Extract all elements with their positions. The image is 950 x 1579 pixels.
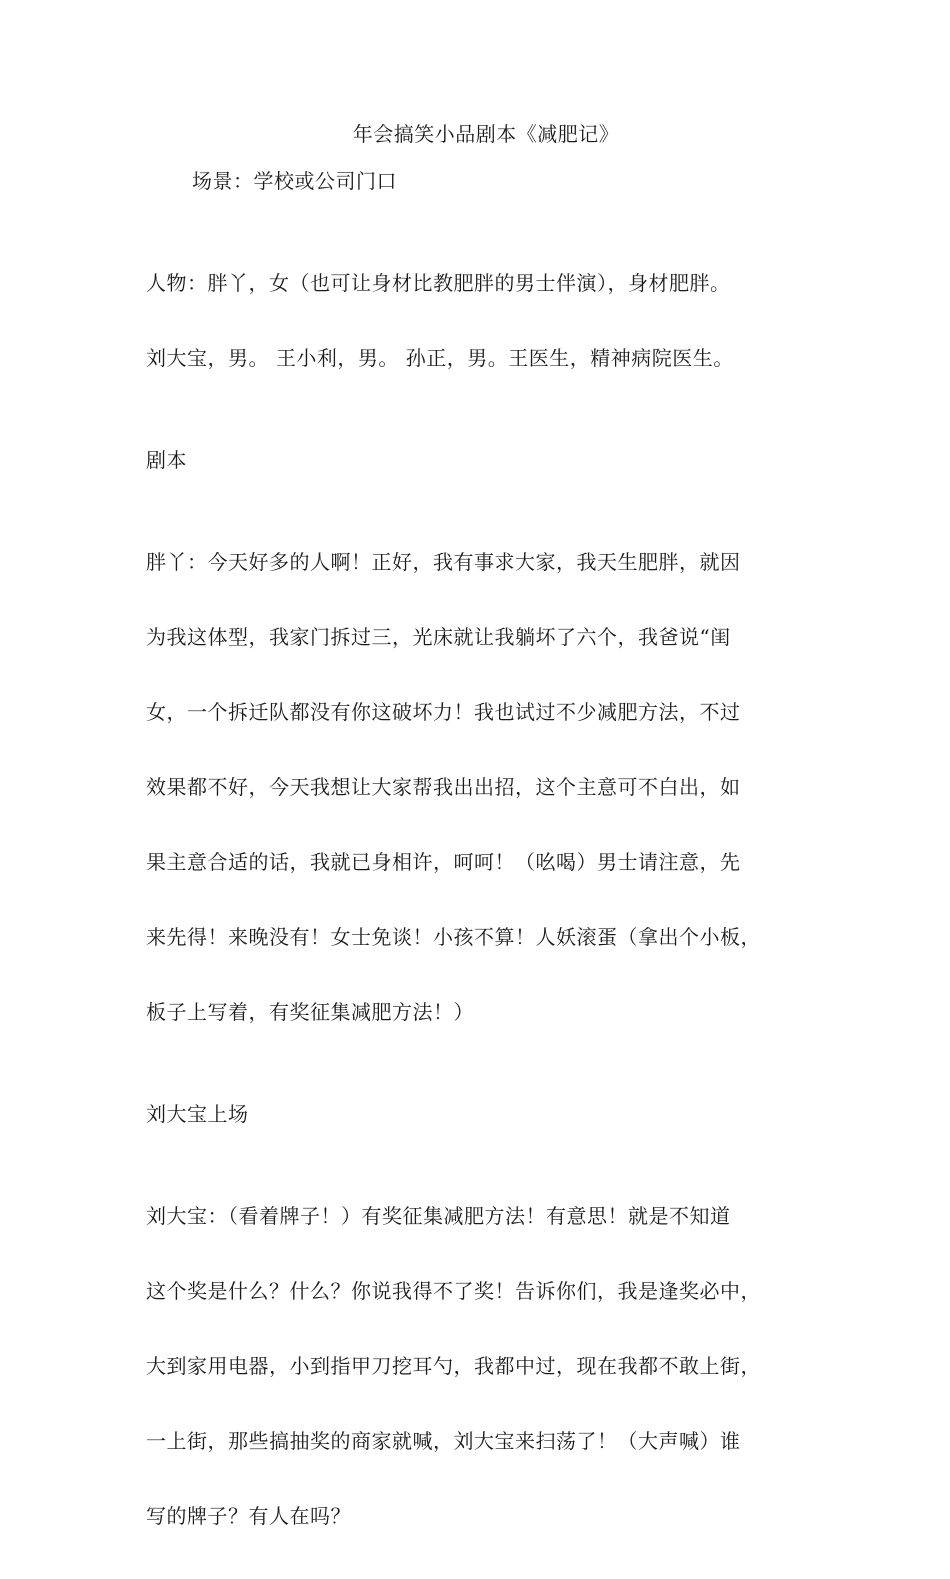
stage-direction: 刘大宝上场 (146, 1102, 249, 1126)
characters-line: 人物：胖丫，女（也可让身材比教肥胖的男士伴演），身材肥胖。 (146, 271, 731, 295)
speech-line: 为我这体型，我家门拆过三，光床就让我躺坏了六个，我爸说“闺 (146, 625, 731, 649)
speech-line: 果主意合适的话，我就已身相许，呵呵！（吆喝）男士请注意，先 (146, 850, 741, 874)
characters-paragraph (146, 221, 826, 421)
speech-line: 效果都不好，今天我想让大家帮我出出招，这个主意可不白出，如 (146, 775, 741, 799)
speech-line: 板子上写着，有奖征集减肥方法！） (146, 1000, 474, 1024)
speech-line: 胖丫：今天好多的人啊！正好，我有事求大家，我天生肥胖，就因 (146, 550, 741, 574)
speech-line: 大到家用电器，小到指甲刀挖耳勺，我都中过，现在我都不敢上街， (146, 1354, 761, 1378)
speech-line: 女，一个拆迁队都没有你这破坏力！我也试过不少减肥方法，不过 (146, 700, 741, 724)
speech-line: 来先得！来晚没有！女士免谈！小孩不算！人妖滚蛋（拿出个小板， (146, 925, 761, 949)
characters-line: 刘大宝，男。 王小利，男。 孙正，男。王医生，精神病院医生。 (146, 346, 734, 370)
pangya-speech (146, 500, 826, 1075)
scene-line: 场景：学校或公司门口 (192, 169, 397, 193)
liudabao-speech (146, 1154, 826, 1579)
speech-line: 一上街，那些搞抽奖的商家就喊，刘大宝来扫荡了！（大声喊）谁 (146, 1429, 741, 1453)
speech-line: 刘大宝：（看着牌子！）有奖征集减肥方法！有意思！就是不知道 (146, 1204, 731, 1228)
document-body (146, 122, 826, 1579)
speech-line: 写的牌子？有人在吗？ (146, 1504, 351, 1528)
speech-line: 这个奖是什么？什么？你说我得不了奖！告诉你们，我是逢奖必中， (146, 1279, 761, 1303)
script-heading: 剧本 (146, 448, 187, 472)
document-title: 年会搞笑小品剧本《减肥记》 (352, 122, 620, 146)
